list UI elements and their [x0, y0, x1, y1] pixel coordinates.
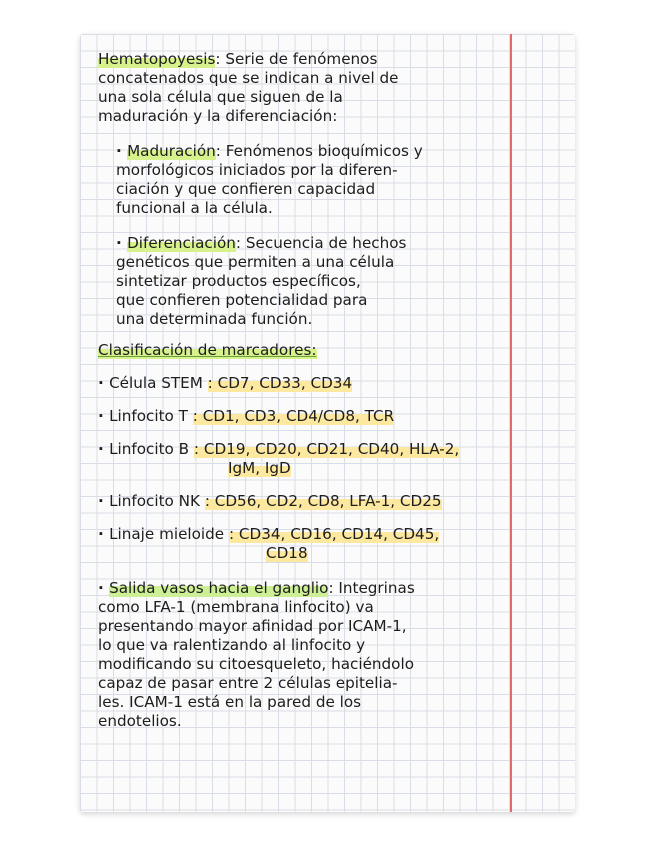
- salida-line: : Integrinas: [328, 579, 415, 597]
- diferenciacion-line: genéticos que permiten a una célula: [116, 253, 395, 271]
- intro-line: concatenados que se indican a nivel de: [98, 69, 399, 87]
- salida-line: endotelios.: [98, 712, 182, 730]
- clasificacion-heading: [98, 341, 508, 360]
- maduracion-line: funcional a la célula.: [116, 199, 273, 217]
- marker-item: [98, 374, 508, 393]
- marker-values: : CD56, CD2, CD8, LFA-1, CD25: [204, 492, 442, 510]
- marker-label: Linfocito NK: [109, 492, 200, 510]
- maduracion-line: ciación y que confieren capacidad: [116, 180, 376, 198]
- marker-label: Linfocito T: [109, 407, 188, 425]
- intro-line: maduración y la diferenciación:: [98, 107, 338, 125]
- diferenciacion-line: : Secuencia de hechos: [235, 234, 407, 252]
- maduracion-paragraph: [98, 142, 508, 218]
- maduracion-line: morfológicos iniciados por la diferen-: [116, 161, 398, 179]
- marker-values: : CD19, CD20, CD21, CD40, HLA-2,: [193, 440, 460, 458]
- salida-line: como LFA-1 (membrana linfocito) va: [98, 598, 374, 616]
- marker-label: Célula STEM: [109, 374, 203, 392]
- intro-line: Serie de fenómenos: [225, 50, 378, 68]
- diferenciacion-term: Diferenciación: [127, 234, 236, 252]
- maduracion-term: Maduración: [127, 142, 216, 160]
- marker-label: Linfocito B: [109, 440, 190, 458]
- salida-line: lo que va ralentizando al linfocito y: [98, 636, 366, 654]
- salida-paragraph: [98, 579, 508, 731]
- notes-content: [98, 50, 508, 731]
- marker-item: [98, 440, 508, 478]
- marker-values-cont: IgM, IgD: [228, 459, 291, 477]
- maduracion-line: : Fenómenos bioquímicos y: [215, 142, 423, 160]
- salida-term: Salida vasos hacia el ganglio: [109, 579, 329, 597]
- marker-item: [98, 492, 508, 511]
- marker-label: Linaje mieloide: [109, 525, 225, 543]
- marker-values: : CD1, CD3, CD4/CD8, TCR: [192, 407, 395, 425]
- section-title: Clasificación de marcadores:: [98, 341, 317, 359]
- marker-values: : CD34, CD16, CD14, CD45,: [228, 525, 440, 543]
- salida-line: capaz de pasar entre 2 células epitelia-: [98, 674, 398, 692]
- margin-line: [510, 34, 512, 812]
- salida-line: les. ICAM-1 está en la pared de los: [98, 693, 362, 711]
- marker-item: [98, 525, 508, 563]
- intro-term: Hematopoyesis: [98, 50, 216, 68]
- diferenciacion-line: una determinada función.: [116, 310, 313, 328]
- marker-values-cont: CD18: [266, 544, 308, 562]
- intro-paragraph: Hematopoyesis: Serie de fenómenos concatenados que se indican a nivel de una sola célula que siguen de la maduración y la diferenciación:: [98, 50, 508, 126]
- diferenciacion-line: que confieren potencialidad para: [116, 291, 368, 309]
- intro-line: una sola célula que siguen de la: [98, 88, 343, 106]
- marker-values: : CD7, CD33, CD34: [207, 374, 353, 392]
- notebook-page: [80, 34, 575, 812]
- diferenciacion-paragraph: [98, 234, 508, 329]
- marker-item: [98, 407, 508, 426]
- salida-line: modificando su citoesqueleto, haciéndolo: [98, 655, 414, 673]
- diferenciacion-line: sintetizar productos específicos,: [116, 272, 361, 290]
- salida-line: presentando mayor afinidad por ICAM-1,: [98, 617, 407, 635]
